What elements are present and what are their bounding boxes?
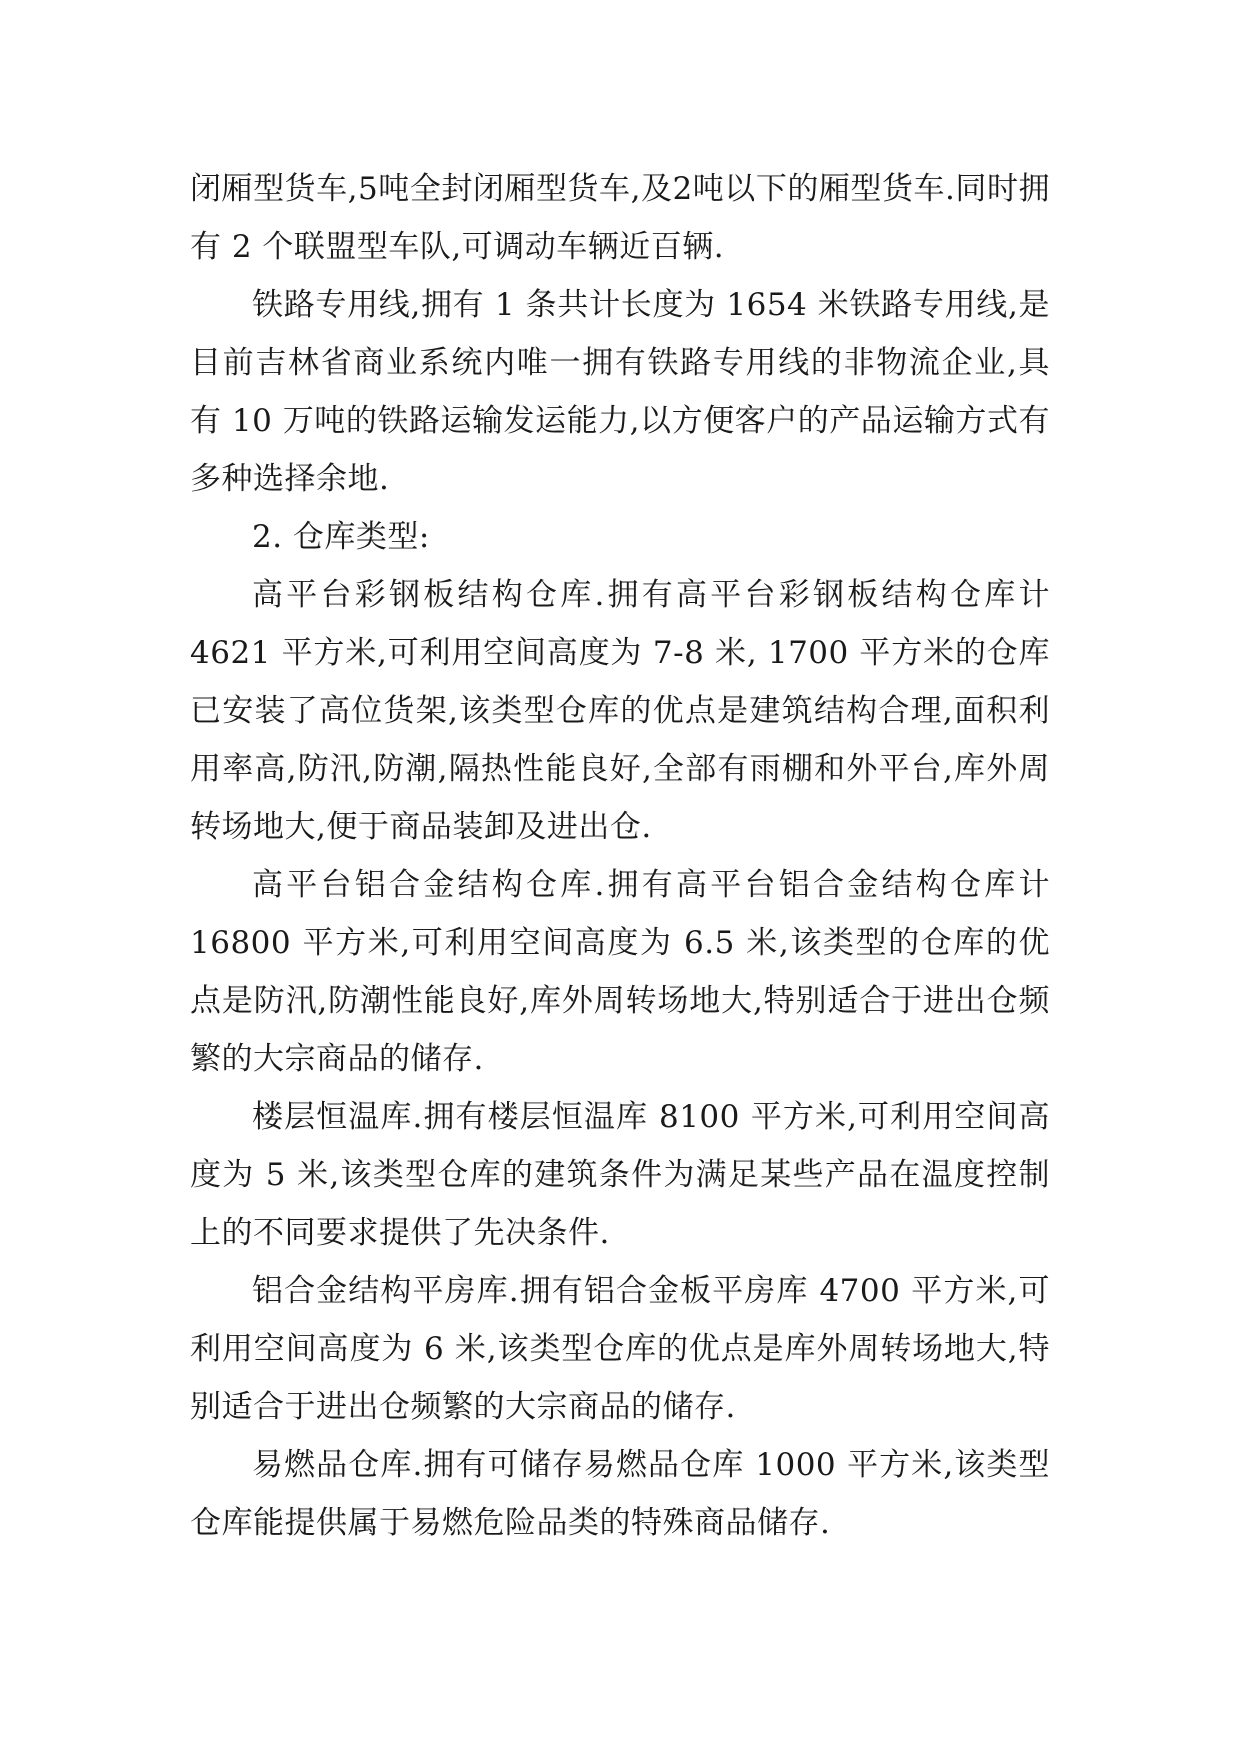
paragraph-color-steel-warehouse: 高平台彩钢板结构仓库.拥有高平台彩钢板结构仓库计 4621 平方米,可利用空间高度为 7-8 米, 1700 平方米的仓库已安装了高位货架,该类型仓库的优点是建筑结构合理,面积利用率高,防汛,防潮,隔热性能良好,全部有雨棚和外平台,库外周转场地大,便于商品装卸及进出仓. [190, 577, 1050, 845]
paragraph-aluminum-alloy-warehouse: 高平台铝合金结构仓库.拥有高平台铝合金结构仓库计 16800 平方米,可利用空间高度为 6.5 米,该类型的仓库的优点是防汛,防潮性能良好,库外周转场地大,特别适合于进出仓频繁的大宗商品的储存. [190, 867, 1050, 1077]
paragraph-aluminum-bungalow-warehouse: 铝合金结构平房库.拥有铝合金板平房库 4700 平方米,可利用空间高度为 6 米,该类型仓库的优点是库外周转场地大,特别适合于进出仓频繁的大宗商品的储存. [190, 1273, 1050, 1425]
body-text [190, 160, 1050, 1552]
paragraph-railway-line: 铁路专用线,拥有 1 条共计长度为 1654 米铁路专用线,是目前吉林省商业系统内唯一拥有铁路专用线的非物流企业,具有 10 万吨的铁路运输发运能力,以方便客户的产品运输方式有多种选择余地. [190, 287, 1050, 497]
paragraph-vehicle-fleet: 闭厢型货车,5吨全封闭厢型货车,及2吨以下的厢型货车.同时拥有 2 个联盟型车队,可调动车辆近百辆. [190, 171, 1050, 265]
paragraph-flammable-goods-warehouse: 易燃品仓库.拥有可储存易燃品仓库 1000 平方米,该类型仓库能提供属于易燃危险品类的特殊商品储存. [190, 1447, 1050, 1541]
paragraph-constant-temperature-warehouse: 楼层恒温库.拥有楼层恒温库 8100 平方米,可利用空间高度为 5 米,该类型仓库的建筑条件为满足某些产品在温度控制上的不同要求提供了先决条件. [190, 1099, 1050, 1251]
section-heading-warehouse-types: 2. 仓库类型: [252, 519, 430, 555]
